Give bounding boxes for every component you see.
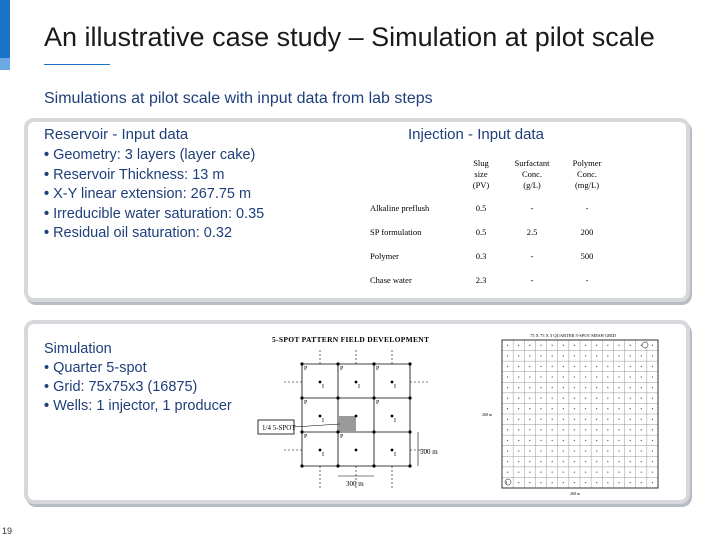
grid-node <box>652 377 653 378</box>
grid-node <box>552 408 553 409</box>
grid-node <box>507 429 508 430</box>
grid-node <box>507 387 508 388</box>
grid-node <box>596 398 597 399</box>
svg-text:P: P <box>376 400 380 406</box>
grid-node <box>607 429 608 430</box>
grid-node <box>563 408 564 409</box>
grid-node <box>563 419 564 420</box>
grid-node <box>529 345 530 346</box>
grid-node <box>552 451 553 452</box>
grid-node <box>652 345 653 346</box>
grid-node <box>652 461 653 462</box>
reservoir-heading: Reservoir - Input data <box>44 126 189 143</box>
grid-node <box>541 451 542 452</box>
grid-node <box>630 366 631 367</box>
grid-node <box>652 451 653 452</box>
grid-node <box>563 429 564 430</box>
grid-node <box>641 355 642 356</box>
grid-node <box>585 355 586 356</box>
grid-node <box>507 345 508 346</box>
grid-node <box>619 387 620 388</box>
reservoir-bullet: • Reservoir Thickness: 13 m <box>44 166 225 183</box>
grid-node <box>630 461 631 462</box>
grid-node <box>596 408 597 409</box>
grid-node <box>619 451 620 452</box>
grid-node <box>641 482 642 483</box>
grid-node <box>529 408 530 409</box>
grid-node <box>529 398 530 399</box>
dimension-bottom-label: 300 m <box>346 480 364 488</box>
grid-node <box>574 419 575 420</box>
quarter-spot-highlight <box>338 416 356 432</box>
grid-node <box>574 472 575 473</box>
grid-node <box>630 345 631 346</box>
reservoir-bullet: • Irreducible water saturation: 0.35 <box>44 205 265 222</box>
grid-node <box>596 482 597 483</box>
grid-node <box>507 355 508 356</box>
grid-node <box>619 398 620 399</box>
grid-node <box>552 345 553 346</box>
grid-node <box>507 461 508 462</box>
grid-node <box>518 472 519 473</box>
grid-node <box>652 398 653 399</box>
grid-node <box>630 440 631 441</box>
grid-title: 75 X 75 X 3 QUARTER 5-SPOT MESH GRID <box>530 333 616 338</box>
grid-node <box>518 451 519 452</box>
grid-node <box>596 472 597 473</box>
grid-node <box>507 451 508 452</box>
grid-node <box>652 408 653 409</box>
grid-node <box>641 408 642 409</box>
grid-corner-label: I <box>506 480 508 485</box>
grid-node <box>529 366 530 367</box>
grid-node <box>596 377 597 378</box>
grid-node <box>641 387 642 388</box>
grid-node <box>585 451 586 452</box>
grid-node <box>541 482 542 483</box>
grid-node <box>552 461 553 462</box>
grid-node <box>529 419 530 420</box>
grid-node <box>574 482 575 483</box>
grid-node <box>563 482 564 483</box>
grid-node <box>552 377 553 378</box>
grid-node <box>563 472 564 473</box>
simulation-bullet: • Quarter 5-spot <box>44 360 147 376</box>
grid-node <box>574 387 575 388</box>
grid-node <box>563 440 564 441</box>
grid-node <box>630 429 631 430</box>
table-row: Chase water 2.3 - - <box>370 275 589 285</box>
grid-node <box>607 387 608 388</box>
grid-node <box>541 408 542 409</box>
grid-node <box>563 387 564 388</box>
grid-node <box>619 419 620 420</box>
grid-node <box>529 440 530 441</box>
svg-text:I: I <box>358 384 360 390</box>
grid-node <box>596 440 597 441</box>
svg-text:P: P <box>376 366 380 372</box>
grid-node <box>518 366 519 367</box>
grid-node <box>630 472 631 473</box>
pattern-title: 5-SPOT PATTERN FIELD DEVELOPMENT <box>272 335 430 344</box>
grid-node <box>619 377 620 378</box>
grid-node <box>529 355 530 356</box>
grid-node <box>541 387 542 388</box>
grid-node <box>574 451 575 452</box>
grid-node <box>552 419 553 420</box>
grid-node <box>541 398 542 399</box>
grid-node <box>652 366 653 367</box>
grid-node <box>541 355 542 356</box>
grid-node <box>574 461 575 462</box>
grid-node <box>563 345 564 346</box>
grid-node <box>585 472 586 473</box>
grid-node <box>574 355 575 356</box>
svg-text:P: P <box>304 400 308 406</box>
grid-node <box>507 377 508 378</box>
grid-node <box>574 408 575 409</box>
grid-node <box>585 345 586 346</box>
grid-node <box>641 345 642 346</box>
grid-node <box>529 387 530 388</box>
grid-node <box>641 440 642 441</box>
grid-node <box>529 451 530 452</box>
grid-node <box>596 355 597 356</box>
grid-node <box>596 387 597 388</box>
dimension-right-label: 500 m <box>420 448 438 456</box>
grid-node <box>518 408 519 409</box>
callout-leader <box>294 424 340 427</box>
grid-node <box>574 345 575 346</box>
grid-node <box>563 377 564 378</box>
slide-title: An illustrative case study – Simulation at pilot scale <box>44 22 655 52</box>
grid-node <box>518 482 519 483</box>
table-header-row <box>370 152 616 196</box>
table-row: Alkaline preflush 0.5 - - <box>370 203 589 213</box>
grid-node <box>641 377 642 378</box>
grid-node <box>630 387 631 388</box>
grid-node <box>518 440 519 441</box>
grid-node <box>585 408 586 409</box>
grid-node <box>518 419 519 420</box>
grid-node <box>529 461 530 462</box>
grid-node <box>563 355 564 356</box>
grid-node <box>630 377 631 378</box>
grid-node <box>652 429 653 430</box>
grid-node <box>641 461 642 462</box>
injection-heading: Injection - Input data <box>408 126 544 143</box>
grid-node <box>518 345 519 346</box>
grid-node <box>641 429 642 430</box>
grid-node <box>641 419 642 420</box>
grid-node <box>585 440 586 441</box>
grid-node <box>563 366 564 367</box>
grid-node <box>607 440 608 441</box>
grid-node <box>619 472 620 473</box>
grid-node <box>541 419 542 420</box>
accent-bar <box>0 0 10 58</box>
grid-node <box>541 440 542 441</box>
grid-node <box>518 377 519 378</box>
grid-node <box>552 440 553 441</box>
grid-node <box>529 429 530 430</box>
accent-bar-light <box>0 58 10 70</box>
grid-node <box>630 398 631 399</box>
grid-node <box>552 482 553 483</box>
grid-node <box>518 429 519 430</box>
reservoir-bullet: • Geometry: 3 layers (layer cake) <box>44 147 256 163</box>
grid-node <box>607 408 608 409</box>
grid-node <box>607 482 608 483</box>
table-row: Polymer 0.3 - 500 <box>370 251 594 261</box>
grid-node <box>619 461 620 462</box>
page-number: 19 <box>2 526 13 536</box>
grid-node <box>585 366 586 367</box>
simulation-heading: Simulation <box>44 341 112 357</box>
simulation-bullet: • Wells: 1 injector, 1 producer <box>44 398 232 414</box>
grid-node <box>596 366 597 367</box>
column-header: Surfactant Conc. (g/L) <box>514 157 550 190</box>
grid-node <box>652 482 653 483</box>
grid-node <box>541 377 542 378</box>
grid-node <box>563 461 564 462</box>
grid-node <box>507 366 508 367</box>
table-row: SP formulation 0.5 2.5 200 <box>370 227 594 237</box>
column-header: Polymer Conc. (mg/L) <box>572 157 602 190</box>
five-spot-pattern-diagram <box>262 330 470 502</box>
grid-node <box>507 408 508 409</box>
grid-node <box>529 482 530 483</box>
grid-node <box>619 429 620 430</box>
grid-node <box>630 419 631 420</box>
svg-text:P: P <box>304 434 308 440</box>
grid-node <box>607 366 608 367</box>
grid-node <box>607 355 608 356</box>
grid-node <box>585 377 586 378</box>
grid-node <box>607 345 608 346</box>
grid-node <box>619 355 620 356</box>
quarter-spot-callout: 1/4 5-SPOT <box>262 424 296 432</box>
grid-node <box>641 398 642 399</box>
injection-table <box>370 152 616 292</box>
grid-node <box>619 408 620 409</box>
grid-node <box>541 429 542 430</box>
grid-node <box>607 398 608 399</box>
svg-text:P: P <box>340 366 344 372</box>
grid-node <box>541 366 542 367</box>
svg-text:I: I <box>394 452 396 458</box>
grid-node <box>552 472 553 473</box>
grid-node <box>630 482 631 483</box>
simulation-bullet: • Grid: 75x75x3 (16875) <box>44 379 198 395</box>
title-underline <box>44 64 110 65</box>
grid-node <box>541 461 542 462</box>
grid-node <box>596 461 597 462</box>
grid-node <box>619 366 620 367</box>
grid-node <box>652 472 653 473</box>
grid-node <box>541 472 542 473</box>
grid-node <box>630 408 631 409</box>
svg-text:I: I <box>394 418 396 424</box>
grid-node <box>641 366 642 367</box>
simulation-text <box>44 340 232 416</box>
reservoir-bullet: • X-Y linear extension: 267.75 m <box>44 186 252 202</box>
grid-node <box>518 398 519 399</box>
grid-node <box>518 355 519 356</box>
grid-dim-left: 268 m <box>482 412 493 417</box>
grid-dim-bottom: 268 m <box>570 491 581 496</box>
column-header: Slug size (PV) <box>472 157 490 190</box>
grid-node <box>541 345 542 346</box>
grid-node <box>641 472 642 473</box>
grid-node <box>507 419 508 420</box>
grid-node <box>518 387 519 388</box>
grid-node <box>552 355 553 356</box>
grid-node <box>596 429 597 430</box>
grid-node <box>507 472 508 473</box>
grid-node <box>585 429 586 430</box>
grid-node <box>574 440 575 441</box>
grid-node <box>507 398 508 399</box>
grid-node <box>552 398 553 399</box>
grid-node <box>641 451 642 452</box>
reservoir-bullets <box>44 146 264 244</box>
grid-node <box>652 419 653 420</box>
grid-node <box>596 345 597 346</box>
grid-node <box>529 377 530 378</box>
svg-text:I: I <box>322 384 324 390</box>
grid-node <box>585 461 586 462</box>
grid-node <box>630 451 631 452</box>
grid-node <box>563 451 564 452</box>
grid-node <box>585 419 586 420</box>
reservoir-bullet: • Residual oil saturation: 0.32 <box>44 225 233 241</box>
svg-text:I: I <box>322 452 324 458</box>
grid-node <box>529 472 530 473</box>
grid-node <box>574 366 575 367</box>
grid-node <box>552 429 553 430</box>
grid-node <box>619 482 620 483</box>
grid-node <box>619 440 620 441</box>
grid-node <box>585 482 586 483</box>
grid-node <box>607 377 608 378</box>
mesh-grid-figure <box>482 330 662 498</box>
grid-node <box>596 451 597 452</box>
grid-node <box>563 398 564 399</box>
svg-text:P: P <box>304 366 308 372</box>
grid-node <box>619 345 620 346</box>
grid-node <box>652 355 653 356</box>
slide-subtitle: Simulations at pilot scale with input data from lab steps <box>44 90 433 107</box>
grid-node <box>585 387 586 388</box>
grid-node <box>607 472 608 473</box>
pattern-well-labels <box>304 366 396 458</box>
grid-node <box>652 440 653 441</box>
svg-text:I: I <box>394 384 396 390</box>
grid-node <box>507 440 508 441</box>
grid-node <box>596 419 597 420</box>
grid-node <box>630 355 631 356</box>
grid-node <box>652 387 653 388</box>
grid-node <box>552 387 553 388</box>
grid-node <box>574 377 575 378</box>
svg-text:I: I <box>322 418 324 424</box>
grid-node <box>574 429 575 430</box>
grid-node <box>518 461 519 462</box>
grid-node <box>574 398 575 399</box>
grid-node <box>607 461 608 462</box>
grid-node <box>585 398 586 399</box>
svg-text:P: P <box>340 434 344 440</box>
grid-node <box>552 366 553 367</box>
grid-node <box>607 451 608 452</box>
injector-marker <box>642 342 648 348</box>
grid-node <box>607 419 608 420</box>
